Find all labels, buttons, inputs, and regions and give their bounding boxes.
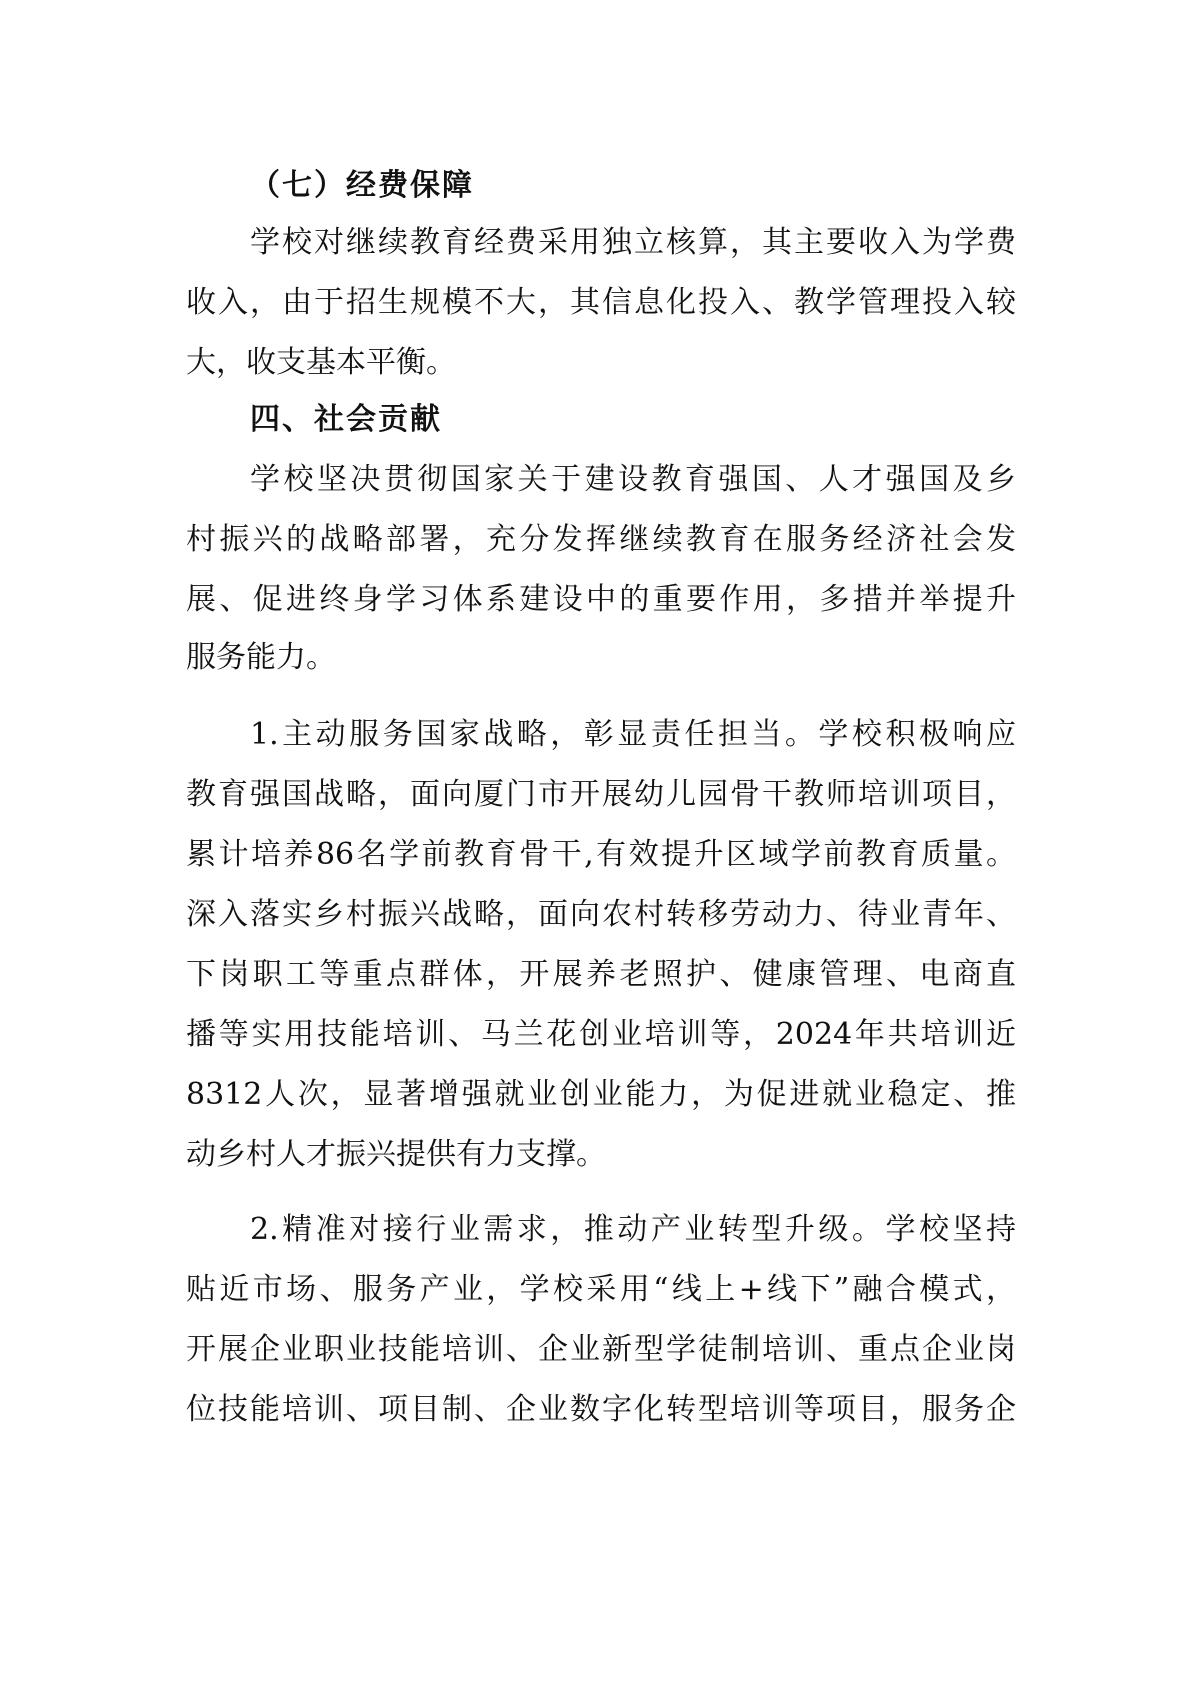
paragraph-line: 位技能培训、项目制、企业数字化转型培训等项目，服务企: [186, 1392, 1016, 1427]
section-heading-funding: （七）经费保障: [250, 168, 474, 203]
paragraph-line: 深入落实乡村振兴战略，面向农村转移劳动力、待业青年、: [186, 897, 1016, 932]
paragraph-line: 播等实用技能培训、马兰花创业培训等，2024年共培训近: [186, 1017, 1016, 1052]
paragraph-line: 村振兴的战略部署，充分发挥继续教育在服务经济社会发: [186, 522, 1016, 557]
paragraph-line: 贴近市场、服务产业，学校采用“线上+线下”融合模式，: [186, 1272, 1016, 1307]
paragraph-line: 大，收支基本平衡。: [186, 345, 456, 380]
paragraph-line: 展、促进终身学习体系建设中的重要作用，多措并举提升: [186, 582, 1016, 617]
paragraph-line: 动乡村人才振兴提供有力支撑。: [186, 1137, 606, 1172]
paragraph-line: 累计培养86名学前教育骨干,有效提升区域学前教育质量。: [186, 837, 1016, 872]
paragraph-line: 开展企业职业技能培训、企业新型学徒制培训、重点企业岗: [186, 1332, 1016, 1367]
paragraph-line: 学校对继续教育经费采用独立核算，其主要收入为学费: [250, 225, 1016, 260]
paragraph-line: 2.精准对接行业需求，推动产业转型升级。学校坚持: [250, 1212, 1016, 1247]
paragraph-line: 教育强国战略，面向厦门市开展幼儿园骨干教师培训项目，: [186, 777, 1016, 812]
paragraph-line: 下岗职工等重点群体，开展养老照护、健康管理、电商直: [186, 957, 1016, 992]
paragraph-line: 收入，由于招生规模不大，其信息化投入、教学管理投入较: [186, 285, 1016, 320]
paragraph-line: 8312人次，显著增强就业创业能力，为促进就业稳定、推: [186, 1077, 1016, 1112]
paragraph-line: 学校坚决贯彻国家关于建设教育强国、人才强国及乡: [250, 462, 1016, 497]
paragraph-line: 1.主动服务国家战略，彰显责任担当。学校积极响应: [250, 717, 1016, 752]
section-heading-social-contribution: 四、社会贡献: [250, 402, 442, 437]
paragraph-line: 服务能力。: [186, 640, 336, 675]
